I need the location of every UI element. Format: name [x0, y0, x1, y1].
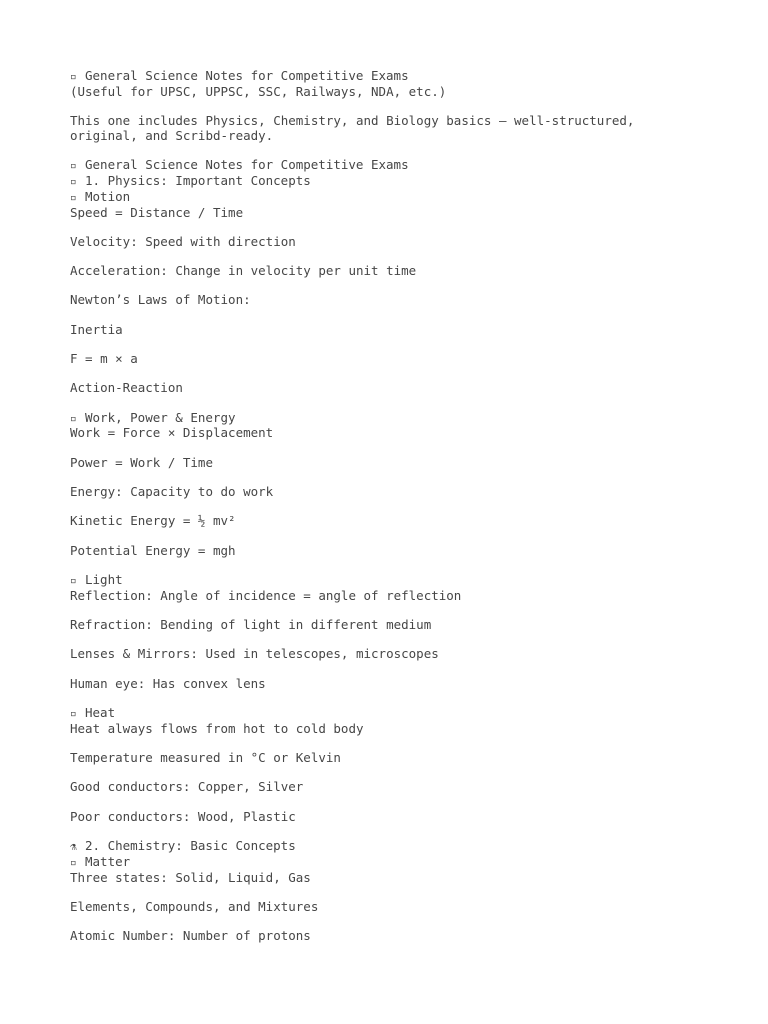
text-line: Reflection: Angle of incidence = angle of reflection — [70, 587, 462, 603]
paragraph — [70, 544, 720, 559]
line-text: 2. Chemistry: Basic Concepts — [85, 837, 296, 853]
section-heading-line — [70, 190, 720, 206]
text-line: Energy: Capacity to do work — [70, 484, 274, 500]
line-text: Heat — [85, 704, 116, 720]
paragraph — [70, 929, 720, 944]
paragraph — [70, 573, 720, 604]
line-text: General Science Notes for Competitive Exams — [85, 157, 409, 173]
section-heading-line — [70, 573, 720, 589]
bullet-square-icon: ▫ — [70, 190, 77, 204]
document-page — [70, 69, 720, 958]
heading-line — [70, 69, 720, 85]
paragraph — [70, 114, 720, 144]
line-text: 1. Physics: Important Concepts — [85, 172, 311, 188]
text-line: This one includes Physics, Chemistry, and Biology basics — well-structured, — [70, 113, 635, 129]
paragraph — [70, 264, 720, 279]
text-line: Work = Force × Displacement — [70, 425, 274, 441]
text-line: Poor conductors: Wood, Plastic — [70, 808, 296, 824]
paragraph — [70, 69, 720, 100]
paragraph — [70, 839, 720, 885]
paragraph — [70, 514, 720, 529]
section-heading-line — [70, 174, 720, 190]
bullet-square-icon: ▫ — [70, 573, 77, 587]
paragraph — [70, 235, 720, 250]
paragraph — [70, 293, 720, 308]
section-heading-line — [70, 839, 720, 855]
text-line: original, and Scribd-ready. — [70, 127, 274, 143]
text-line: Velocity: Speed with direction — [70, 233, 296, 249]
text-line: Potential Energy = mgh — [70, 542, 236, 558]
paragraph — [70, 810, 720, 825]
line-text: Work, Power & Energy — [85, 409, 236, 425]
text-line: Three states: Solid, Liquid, Gas — [70, 869, 311, 885]
text-line: Acceleration: Change in velocity per unit time — [70, 263, 417, 279]
bullet-square-icon: ▫ — [70, 706, 77, 720]
text-line: Newton’s Laws of Motion: — [70, 292, 251, 308]
alembic-icon: ⚗ — [70, 839, 77, 853]
text-line: Elements, Compounds, and Mixtures — [70, 898, 319, 914]
paragraph — [70, 647, 720, 662]
paragraph — [70, 323, 720, 338]
line-text: Light — [85, 571, 123, 587]
text-line: Speed = Distance / Time — [70, 204, 244, 220]
heading-line — [70, 158, 720, 174]
line-text: Matter — [85, 853, 131, 869]
bullet-square-icon: ▫ — [70, 411, 77, 425]
paragraph — [70, 485, 720, 500]
text-line: Atomic Number: Number of protons — [70, 928, 311, 944]
section-heading-line — [70, 855, 720, 871]
text-line: Temperature measured in °C or Kelvin — [70, 750, 341, 766]
text-line: Action-Reaction — [70, 380, 183, 396]
paragraph — [70, 352, 720, 367]
text-line: Heat always flows from hot to cold body — [70, 720, 364, 736]
text-line: Lenses & Mirrors: Used in telescopes, microscopes — [70, 646, 439, 662]
text-line: Human eye: Has convex lens — [70, 675, 266, 691]
section-heading-line — [70, 706, 720, 722]
paragraph — [70, 411, 720, 442]
paragraph — [70, 780, 720, 795]
paragraph — [70, 158, 720, 220]
bullet-square-icon: ▫ — [70, 159, 77, 173]
bullet-square-icon: ▫ — [70, 70, 77, 83]
paragraph — [70, 618, 720, 633]
text-line: Inertia — [70, 321, 123, 337]
paragraph — [70, 706, 720, 737]
bullet-square-icon: ▫ — [70, 174, 77, 188]
subtitle-line: (Useful for UPSC, UPPSC, SSC, Railways, NDA, etc.) — [70, 83, 447, 99]
line-text: Motion — [85, 188, 131, 204]
text-line: Refraction: Bending of light in different medium — [70, 617, 432, 633]
bullet-square-icon: ▫ — [70, 855, 77, 869]
text-line: Kinetic Energy = ½ mv² — [70, 513, 236, 529]
paragraph — [70, 751, 720, 766]
paragraph — [70, 677, 720, 692]
paragraph — [70, 381, 720, 396]
text-line: Power = Work / Time — [70, 454, 213, 470]
text-line: F = m × a — [70, 351, 138, 367]
section-heading-line — [70, 411, 720, 427]
text-line: Good conductors: Copper, Silver — [70, 779, 304, 795]
paragraph — [70, 456, 720, 471]
paragraph — [70, 900, 720, 915]
line-text: General Science Notes for Competitive Exams — [85, 68, 409, 83]
